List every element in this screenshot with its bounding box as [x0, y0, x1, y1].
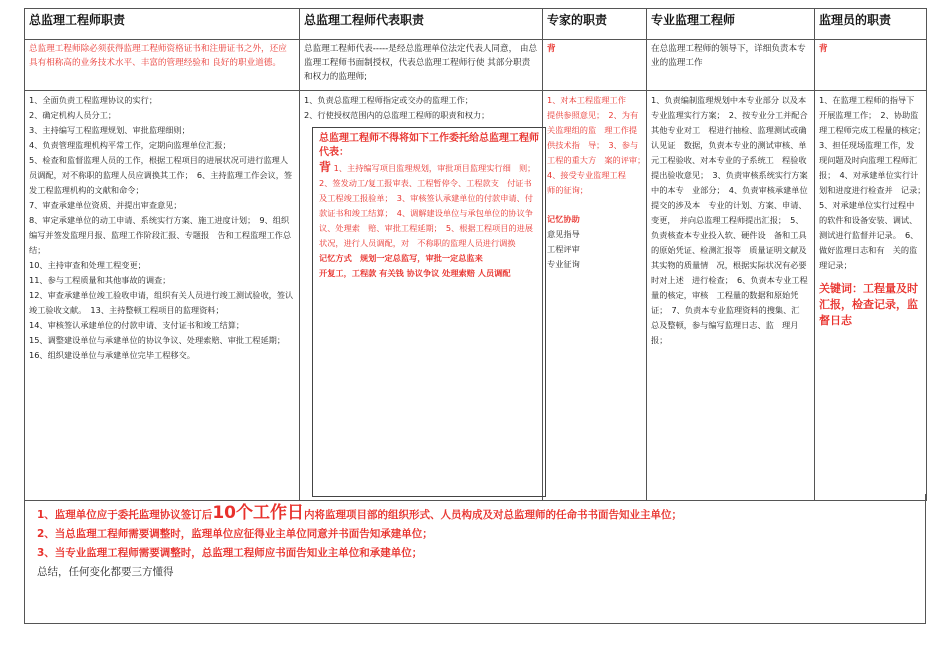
note-2: 2、当总监理工程师需要调整时，监理单位应征得业主单位同意并书面告知承建单位；	[37, 528, 433, 540]
header-expert: 专家的职责	[543, 9, 647, 40]
deputy-duty: 1、负责总监理工程师指定或交办的监理工作；	[304, 95, 473, 105]
memo-keywords: 开复工，工程款 有关钱 协议争议 处理索赔 人员调配	[319, 268, 511, 278]
memo-method: 记忆方式 规划一定总监写，审批一定总监来	[319, 253, 483, 263]
chief-duty: 12、审查承建单位竣工验收申请，组织有关人员进行竣工测试验收，签认竣工验收文献。 13、主持整顿工程项目的监理资料；	[29, 290, 294, 315]
header-supervisor: 监理员的职责	[815, 9, 927, 40]
supervisor-duties	[815, 91, 930, 501]
intro-deputy: 总监理工程师代表-----是经总监理单位法定代表人同意， 由总监理工程师书面制授权，代表总监理工程师行使 其部分职责 和权力的监理师;	[300, 40, 543, 91]
intro-specialist: 在总监理工程师的领导下，详细负责本专业的监理工作	[647, 40, 815, 91]
chief-duty: 11、参与工程质量和其他事故的调查；	[29, 275, 171, 285]
chief-duties	[25, 91, 300, 501]
non-delegable-box	[312, 127, 546, 497]
chief-duty: 2、确定机构人员分工；	[29, 110, 117, 120]
expert-memo-title: 记忆协助	[547, 214, 580, 224]
non-delegable-list: 1、主持编写项目监理规划，审批项目监理实行细 则； 2、签发动工/复工报审表、工程暂停令、工程款支 付证书及工程竣工报验单； 3、审核签认承建单位的付款申请、付款证书和竣工结算； 4、调解建设单位与承包单位的协议争议、处理索 赔、审批工程延期； 5、根据工程项目的进展状况，进行人员调配，对 不称职的监理人员进行调换	[319, 163, 540, 248]
non-delegable-title: 总监理工程师不得将如下工作委托给总监理工程师代表：	[319, 133, 539, 158]
duties-row	[25, 91, 927, 501]
intro-chief: 总监理工程师除必须获得监理工程师资格证书和注册证书之外，还应具有相称高的业务技术水平、丰富的管理经验和 良好的职业道德。	[25, 40, 300, 91]
chief-duty: 7、审查承建单位资质、并提出审查意见；	[29, 200, 182, 210]
header-chief: 总监理工程师职责	[25, 9, 300, 40]
chief-duty: 5、检查和监督监理人员的工作，根据工程项目的进展状况可进行监理人员调配，对不称职的监理人员应调换其工作； 6、主持监理工作会议，签发工程监理机构的文献和命令；	[29, 155, 293, 195]
expert-duties	[543, 91, 650, 501]
supervisor-duty-list: 1、在监理工程师的指导下开展监理工作； 2、协助监理工程师完成工程量的核定； 3、担任现场监理工作，发现问题及时向监理工程师汇报； 4、对承建单位实行计 划和进度进行检查并 记录； 5、对承建单位实行过程中的软件和设备安装、调试、测试进行监督并记录。 6、做好监理日志和有 关的监理记录；	[819, 95, 930, 270]
notes-panel	[24, 494, 926, 624]
note-1-deadline: 10个工作日	[212, 503, 304, 523]
note-1-start: 1、监理单位应于委托监理协议签订后	[37, 509, 213, 521]
note-summary: 总结，任何变化都要三方懂得	[37, 566, 174, 578]
deputy-duties	[300, 91, 543, 501]
supervisor-keywords: 关键词：工程量及时汇报，检查记录，监督日志	[819, 282, 918, 327]
chief-duty: 14、审核签认承建单位的付款申请、支付证书和竣工结算；	[29, 320, 245, 330]
chief-duty: 3、主持编写工程监理规划、审批监理细则；	[29, 125, 190, 135]
deputy-duty: 2、行使授权范围内的总监理工程师的职责和权力；	[304, 110, 490, 120]
header-row	[25, 9, 927, 40]
chief-duty: 4、负责管理监理机构平常工作，定期向监理单位汇报；	[29, 140, 231, 150]
header-deputy: 总监理工程师代表职责	[300, 9, 543, 40]
chief-duty: 15、调整建设单位与承建单位的协议争议、处理索赔、审批工程延期； 16、组织建设单位与承建单位完毕工程移交。	[29, 335, 290, 360]
expert-memo-line: 工程评审	[547, 244, 580, 254]
header-specialist: 专业监理工程师	[647, 9, 815, 40]
note-1	[37, 504, 913, 525]
chief-duty: 8、审定承建单位的动工申请、系统实行方案、施工进度计划； 9、组织编写并签发监理月报、监理工作阶段汇报、专题报 告和工程监理工作总结；	[29, 215, 292, 255]
specialist-duties: 1、负责编制监理规划中本专业部分 以及本专业监理实行方案； 2、按专业分工并配合其他专业对工 程进行抽检、监理测试或确认见证 数据，负责本专业的测试审核、单 元工程验收、对本专业的子系统工 程验收提出验收意见； 3、负责审核系统实行方案中的本专 业部分； 4、负责审核承建单位提交的涉及本 专业的计划、方案、申请、变更， 并向总监理工程师提出汇报； 5、负责核查本专业投入软、硬件设 备和工具的原始凭证、检测汇报等 质量证明文献及其实物的质量情 况，根据实际状况有必要时对上述 进行检查； 6、负责本专业工程量的核定，审核 工程量的数据和原始凭证； 7、负责本专业监理资料的搜集、汇 总及整顿，参与编写监理日志、监 理月报；	[647, 91, 815, 501]
back-marker: 背	[319, 160, 332, 174]
expert-memo-line: 专业征询	[547, 259, 580, 269]
expert-memo-line: 意见指导	[547, 229, 580, 239]
intro-row	[25, 40, 927, 91]
chief-duty: 10、主持审查和处理工程变更；	[29, 260, 146, 270]
chief-duty: 1、全面负责工程监理协议的实行；	[29, 95, 158, 105]
non-delegable-items	[319, 160, 539, 251]
intro-supervisor: 背	[815, 40, 927, 91]
note-3: 3、当专业监理工程师需要调整时，总监理工程师应书面告知业主单位和承建单位；	[37, 547, 423, 559]
note-1-end: 内将监理项目部的组织形式、人员构成及对总监理师的任命书书面告知业主单位；	[303, 509, 682, 521]
duties-table	[24, 8, 930, 501]
intro-expert: 背	[543, 40, 647, 91]
expert-duty-list: 1、对本工程监理工作 提供参照意见； 2、为有关监理组的监 理工作提供技术指 导； 3、参与工程的重大方 案的评审； 4、接受专业监理工程 师的征询；	[547, 95, 650, 195]
